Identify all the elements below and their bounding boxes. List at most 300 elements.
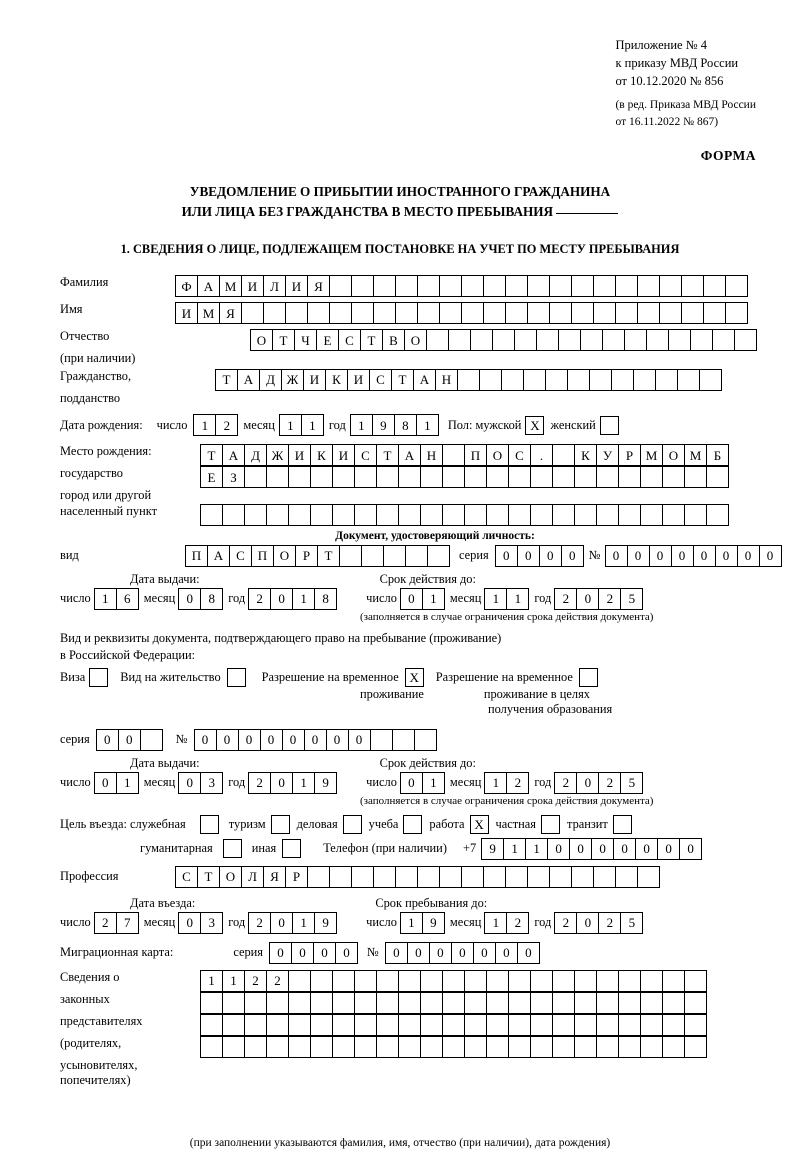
form-cell[interactable]	[552, 444, 575, 466]
form-cell[interactable]: 0	[118, 729, 141, 751]
form-cell[interactable]	[640, 970, 663, 992]
form-cell[interactable]	[310, 1036, 333, 1058]
form-cell[interactable]	[615, 302, 638, 324]
form-cell[interactable]: О	[662, 444, 685, 466]
form-cell[interactable]	[420, 504, 443, 526]
form-cell[interactable]	[536, 329, 559, 351]
sex-male-checkbox[interactable]: X	[525, 416, 544, 435]
permit-valid-day-input[interactable]	[400, 772, 444, 794]
form-cell[interactable]: И	[241, 275, 264, 297]
form-cell[interactable]: С	[369, 369, 392, 391]
form-cell[interactable]	[420, 1036, 443, 1058]
form-cell[interactable]	[640, 1036, 663, 1058]
form-cell[interactable]	[442, 1036, 465, 1058]
form-cell[interactable]: 0	[576, 912, 599, 934]
form-cell[interactable]	[376, 970, 399, 992]
form-cell[interactable]	[611, 369, 634, 391]
birth-day-input[interactable]	[193, 414, 237, 436]
form-cell[interactable]	[373, 866, 396, 888]
form-cell[interactable]	[593, 866, 616, 888]
form-cell[interactable]	[332, 992, 355, 1014]
form-cell[interactable]: 2	[554, 588, 577, 610]
stay-month-input[interactable]	[484, 912, 528, 934]
form-cell[interactable]: 0	[429, 942, 452, 964]
form-cell[interactable]	[574, 1014, 597, 1036]
form-cell[interactable]	[307, 302, 330, 324]
form-cell[interactable]	[596, 504, 619, 526]
form-cell[interactable]	[200, 504, 223, 526]
form-cell[interactable]	[442, 466, 465, 488]
form-cell[interactable]: 1	[292, 912, 315, 934]
form-cell[interactable]: 0	[635, 838, 658, 860]
form-cell[interactable]	[637, 275, 660, 297]
form-cell[interactable]: 0	[495, 545, 518, 567]
form-cell[interactable]	[288, 466, 311, 488]
form-cell[interactable]: П	[251, 545, 274, 567]
name-input[interactable]	[175, 302, 747, 324]
form-cell[interactable]	[552, 992, 575, 1014]
form-cell[interactable]: 0	[400, 588, 423, 610]
form-cell[interactable]: П	[464, 444, 487, 466]
form-cell[interactable]	[288, 504, 311, 526]
edu-residence-checkbox[interactable]	[579, 668, 598, 687]
form-cell[interactable]: 3	[200, 912, 223, 934]
form-cell[interactable]: 2	[248, 772, 271, 794]
form-cell[interactable]: 2	[598, 912, 621, 934]
form-cell[interactable]: 9	[481, 838, 504, 860]
form-cell[interactable]	[596, 1036, 619, 1058]
form-cell[interactable]	[640, 466, 663, 488]
form-cell[interactable]: 2	[215, 414, 238, 436]
form-cell[interactable]: Я	[219, 302, 242, 324]
form-cell[interactable]	[244, 466, 267, 488]
form-cell[interactable]	[332, 1036, 355, 1058]
form-cell[interactable]	[618, 466, 641, 488]
form-cell[interactable]	[492, 329, 515, 351]
permit-issue-year-input[interactable]	[248, 772, 336, 794]
form-cell[interactable]	[351, 302, 374, 324]
legal-rep-input-4[interactable]	[200, 1036, 706, 1058]
form-cell[interactable]	[523, 369, 546, 391]
form-cell[interactable]	[417, 302, 440, 324]
form-cell[interactable]	[549, 866, 572, 888]
form-cell[interactable]: Ж	[281, 369, 304, 391]
form-cell[interactable]	[615, 275, 638, 297]
permit-valid-year-input[interactable]	[554, 772, 642, 794]
form-cell[interactable]: И	[332, 444, 355, 466]
form-cell[interactable]	[448, 329, 471, 351]
form-cell[interactable]: 1	[292, 588, 315, 610]
form-cell[interactable]	[589, 369, 612, 391]
legal-rep-input-1[interactable]	[200, 970, 706, 992]
purpose-business-checkbox[interactable]	[343, 815, 362, 834]
form-cell[interactable]	[383, 545, 406, 567]
form-cell[interactable]	[307, 866, 330, 888]
form-cell[interactable]	[580, 329, 603, 351]
visa-checkbox[interactable]	[89, 668, 108, 687]
form-cell[interactable]: 1	[422, 588, 445, 610]
form-cell[interactable]	[332, 504, 355, 526]
form-cell[interactable]: 0	[238, 729, 261, 751]
entry-day-input[interactable]	[94, 912, 138, 934]
form-cell[interactable]	[420, 970, 443, 992]
form-cell[interactable]: 1	[416, 414, 439, 436]
form-cell[interactable]: 0	[282, 729, 305, 751]
form-cell[interactable]	[420, 466, 443, 488]
form-cell[interactable]: А	[207, 545, 230, 567]
form-cell[interactable]: О	[486, 444, 509, 466]
form-cell[interactable]: .	[530, 444, 553, 466]
birth-year-input[interactable]	[350, 414, 438, 436]
form-cell[interactable]: 1	[484, 772, 507, 794]
form-cell[interactable]: 1	[222, 970, 245, 992]
citizenship-input[interactable]	[215, 369, 721, 391]
form-cell[interactable]	[420, 1014, 443, 1036]
form-cell[interactable]: В	[382, 329, 405, 351]
form-cell[interactable]	[464, 992, 487, 1014]
form-cell[interactable]: 0	[627, 545, 650, 567]
form-cell[interactable]	[552, 466, 575, 488]
birth-month-input[interactable]	[279, 414, 323, 436]
form-cell[interactable]	[373, 302, 396, 324]
form-cell[interactable]	[310, 504, 333, 526]
form-cell[interactable]: 0	[216, 729, 239, 751]
form-cell[interactable]: 0	[693, 545, 716, 567]
form-cell[interactable]	[527, 866, 550, 888]
form-cell[interactable]: 2	[554, 912, 577, 934]
form-cell[interactable]	[681, 302, 704, 324]
form-cell[interactable]: А	[413, 369, 436, 391]
form-cell[interactable]	[442, 504, 465, 526]
form-cell[interactable]: 0	[517, 545, 540, 567]
form-cell[interactable]	[417, 866, 440, 888]
form-cell[interactable]: К	[325, 369, 348, 391]
form-cell[interactable]: 1	[400, 912, 423, 934]
form-cell[interactable]	[310, 992, 333, 1014]
form-cell[interactable]: Т	[200, 444, 223, 466]
form-cell[interactable]	[593, 302, 616, 324]
doc-issue-day-input[interactable]	[94, 588, 138, 610]
form-cell[interactable]: У	[596, 444, 619, 466]
form-cell[interactable]: 0	[178, 772, 201, 794]
form-cell[interactable]	[486, 992, 509, 1014]
form-cell[interactable]: 1	[422, 772, 445, 794]
form-cell[interactable]	[734, 329, 757, 351]
purpose-service-checkbox[interactable]	[200, 815, 219, 834]
form-cell[interactable]	[329, 866, 352, 888]
form-cell[interactable]	[200, 1014, 223, 1036]
doc-number-input[interactable]	[605, 545, 781, 567]
form-cell[interactable]	[398, 992, 421, 1014]
purpose-humanitarian-checkbox[interactable]	[223, 839, 242, 858]
form-cell[interactable]	[354, 1036, 377, 1058]
form-cell[interactable]: А	[237, 369, 260, 391]
form-cell[interactable]	[508, 970, 531, 992]
form-cell[interactable]: 0	[269, 942, 292, 964]
form-cell[interactable]	[552, 504, 575, 526]
form-cell[interactable]	[266, 992, 289, 1014]
form-cell[interactable]	[244, 504, 267, 526]
form-cell[interactable]	[288, 970, 311, 992]
form-cell[interactable]: О	[273, 545, 296, 567]
profession-input[interactable]	[175, 866, 659, 888]
legal-rep-input-2[interactable]	[200, 992, 706, 1014]
form-cell[interactable]	[200, 992, 223, 1014]
form-cell[interactable]: 0	[313, 942, 336, 964]
form-cell[interactable]	[361, 545, 384, 567]
form-cell[interactable]: 0	[473, 942, 496, 964]
form-cell[interactable]: О	[250, 329, 273, 351]
form-cell[interactable]: 1	[525, 838, 548, 860]
form-cell[interactable]	[398, 504, 421, 526]
form-cell[interactable]: И	[303, 369, 326, 391]
form-cell[interactable]	[439, 866, 462, 888]
form-cell[interactable]: Б	[706, 444, 729, 466]
form-cell[interactable]	[574, 992, 597, 1014]
form-cell[interactable]: Е	[200, 466, 223, 488]
form-cell[interactable]: Я	[263, 866, 286, 888]
form-cell[interactable]	[222, 1036, 245, 1058]
form-cell[interactable]	[398, 466, 421, 488]
form-cell[interactable]	[417, 275, 440, 297]
form-cell[interactable]	[376, 992, 399, 1014]
form-cell[interactable]	[442, 970, 465, 992]
form-cell[interactable]	[376, 466, 399, 488]
form-cell[interactable]	[530, 1036, 553, 1058]
form-cell[interactable]: 1	[350, 414, 373, 436]
form-cell[interactable]	[222, 992, 245, 1014]
form-cell[interactable]: 9	[372, 414, 395, 436]
form-cell[interactable]	[470, 329, 493, 351]
form-cell[interactable]	[596, 992, 619, 1014]
form-cell[interactable]	[596, 466, 619, 488]
form-cell[interactable]	[464, 1014, 487, 1036]
form-cell[interactable]	[244, 1036, 267, 1058]
form-cell[interactable]	[266, 504, 289, 526]
form-cell[interactable]: И	[175, 302, 198, 324]
form-cell[interactable]	[508, 1014, 531, 1036]
form-cell[interactable]	[725, 275, 748, 297]
form-cell[interactable]	[370, 729, 393, 751]
form-cell[interactable]	[552, 970, 575, 992]
form-cell[interactable]: А	[222, 444, 245, 466]
form-cell[interactable]	[684, 1036, 707, 1058]
form-cell[interactable]	[593, 275, 616, 297]
form-cell[interactable]	[549, 302, 572, 324]
purpose-work-checkbox[interactable]: X	[470, 815, 489, 834]
form-cell[interactable]	[457, 369, 480, 391]
form-cell[interactable]	[373, 275, 396, 297]
form-cell[interactable]: 0	[270, 912, 293, 934]
form-cell[interactable]: 1	[94, 588, 117, 610]
form-cell[interactable]: 2	[506, 912, 529, 934]
form-cell[interactable]: 0	[348, 729, 371, 751]
doc-valid-day-input[interactable]	[400, 588, 444, 610]
form-cell[interactable]: 8	[314, 588, 337, 610]
form-cell[interactable]: 9	[314, 772, 337, 794]
form-cell[interactable]: 0	[178, 912, 201, 934]
form-cell[interactable]: И	[347, 369, 370, 391]
form-cell[interactable]: С	[338, 329, 361, 351]
form-cell[interactable]: Т	[197, 866, 220, 888]
form-cell[interactable]: Н	[420, 444, 443, 466]
form-cell[interactable]	[574, 504, 597, 526]
form-cell[interactable]: 0	[649, 545, 672, 567]
form-cell[interactable]	[464, 970, 487, 992]
form-cell[interactable]: 0	[561, 545, 584, 567]
form-cell[interactable]: 0	[613, 838, 636, 860]
form-cell[interactable]: 0	[335, 942, 358, 964]
form-cell[interactable]: 1	[484, 912, 507, 934]
form-cell[interactable]: Д	[259, 369, 282, 391]
form-cell[interactable]: 0	[451, 942, 474, 964]
purpose-tourism-checkbox[interactable]	[271, 815, 290, 834]
form-cell[interactable]	[354, 992, 377, 1014]
form-cell[interactable]	[354, 466, 377, 488]
form-cell[interactable]	[241, 302, 264, 324]
form-cell[interactable]	[486, 970, 509, 992]
form-cell[interactable]: 6	[116, 588, 139, 610]
form-cell[interactable]	[376, 504, 399, 526]
form-cell[interactable]	[571, 275, 594, 297]
form-cell[interactable]	[530, 466, 553, 488]
form-cell[interactable]	[266, 1014, 289, 1036]
permit-series-input[interactable]	[96, 729, 162, 751]
form-cell[interactable]: Д	[244, 444, 267, 466]
form-cell[interactable]: Т	[391, 369, 414, 391]
form-cell[interactable]: 0	[385, 942, 408, 964]
form-cell[interactable]: 1	[301, 414, 324, 436]
form-cell[interactable]: Р	[618, 444, 641, 466]
phone-input[interactable]	[481, 838, 701, 860]
form-cell[interactable]	[244, 992, 267, 1014]
form-cell[interactable]: 0	[576, 772, 599, 794]
form-cell[interactable]	[486, 1014, 509, 1036]
form-cell[interactable]	[140, 729, 163, 751]
form-cell[interactable]	[464, 504, 487, 526]
form-cell[interactable]: Н	[435, 369, 458, 391]
form-cell[interactable]	[662, 1014, 685, 1036]
form-cell[interactable]: Т	[317, 545, 340, 567]
form-cell[interactable]	[640, 504, 663, 526]
form-cell[interactable]	[508, 1036, 531, 1058]
form-cell[interactable]: 5	[620, 588, 643, 610]
form-cell[interactable]	[690, 329, 713, 351]
form-cell[interactable]: П	[185, 545, 208, 567]
form-cell[interactable]: 1	[503, 838, 526, 860]
form-cell[interactable]	[567, 369, 590, 391]
form-cell[interactable]	[637, 866, 660, 888]
form-cell[interactable]: 5	[620, 772, 643, 794]
form-cell[interactable]	[640, 1014, 663, 1036]
form-cell[interactable]	[706, 504, 729, 526]
form-cell[interactable]: Р	[295, 545, 318, 567]
entry-month-input[interactable]	[178, 912, 222, 934]
form-cell[interactable]	[508, 992, 531, 1014]
form-cell[interactable]: О	[404, 329, 427, 351]
form-cell[interactable]: А	[197, 275, 220, 297]
form-cell[interactable]	[527, 302, 550, 324]
form-cell[interactable]	[659, 302, 682, 324]
form-cell[interactable]	[571, 302, 594, 324]
form-cell[interactable]: Т	[376, 444, 399, 466]
form-cell[interactable]	[398, 1036, 421, 1058]
form-cell[interactable]	[640, 992, 663, 1014]
form-cell[interactable]	[596, 970, 619, 992]
form-cell[interactable]: М	[219, 275, 242, 297]
doc-valid-year-input[interactable]	[554, 588, 642, 610]
form-cell[interactable]: Р	[285, 866, 308, 888]
form-cell[interactable]: Ч	[294, 329, 317, 351]
form-cell[interactable]: 0	[96, 729, 119, 751]
form-cell[interactable]: С	[354, 444, 377, 466]
form-cell[interactable]: 0	[576, 588, 599, 610]
form-cell[interactable]	[668, 329, 691, 351]
form-cell[interactable]	[618, 1014, 641, 1036]
form-cell[interactable]: 0	[759, 545, 782, 567]
form-cell[interactable]: 0	[407, 942, 430, 964]
form-cell[interactable]	[681, 275, 704, 297]
form-cell[interactable]	[618, 504, 641, 526]
form-cell[interactable]	[288, 1014, 311, 1036]
form-cell[interactable]: 9	[422, 912, 445, 934]
stay-day-input[interactable]	[400, 912, 444, 934]
form-cell[interactable]	[351, 866, 374, 888]
form-cell[interactable]	[405, 545, 428, 567]
form-cell[interactable]	[414, 729, 437, 751]
form-cell[interactable]: 2	[598, 772, 621, 794]
form-cell[interactable]	[655, 369, 678, 391]
form-cell[interactable]	[699, 369, 722, 391]
form-cell[interactable]	[263, 302, 286, 324]
surname-input[interactable]	[175, 275, 747, 297]
form-cell[interactable]	[266, 1036, 289, 1058]
form-cell[interactable]	[574, 1036, 597, 1058]
form-cell[interactable]	[703, 275, 726, 297]
form-cell[interactable]: 0	[547, 838, 570, 860]
form-cell[interactable]: 2	[248, 912, 271, 934]
form-cell[interactable]	[637, 302, 660, 324]
form-cell[interactable]: Ф	[175, 275, 198, 297]
form-cell[interactable]	[596, 1014, 619, 1036]
form-cell[interactable]	[483, 866, 506, 888]
form-cell[interactable]: Т	[215, 369, 238, 391]
form-cell[interactable]: 5	[620, 912, 643, 934]
form-cell[interactable]: А	[398, 444, 421, 466]
form-cell[interactable]	[684, 992, 707, 1014]
form-cell[interactable]: 2	[244, 970, 267, 992]
form-cell[interactable]: И	[288, 444, 311, 466]
form-cell[interactable]: 1	[193, 414, 216, 436]
form-cell[interactable]	[712, 329, 735, 351]
form-cell[interactable]	[442, 444, 465, 466]
form-cell[interactable]	[310, 1014, 333, 1036]
doc-series-input[interactable]	[495, 545, 583, 567]
form-cell[interactable]: 2	[94, 912, 117, 934]
purpose-study-checkbox[interactable]	[403, 815, 422, 834]
form-cell[interactable]	[398, 1014, 421, 1036]
form-cell[interactable]: С	[175, 866, 198, 888]
form-cell[interactable]	[574, 970, 597, 992]
form-cell[interactable]	[483, 302, 506, 324]
form-cell[interactable]	[615, 866, 638, 888]
form-cell[interactable]: 1	[116, 772, 139, 794]
form-cell[interactable]	[684, 504, 707, 526]
form-cell[interactable]	[288, 1036, 311, 1058]
form-cell[interactable]	[200, 1036, 223, 1058]
birthplace-input-1[interactable]	[200, 444, 728, 466]
form-cell[interactable]	[571, 866, 594, 888]
